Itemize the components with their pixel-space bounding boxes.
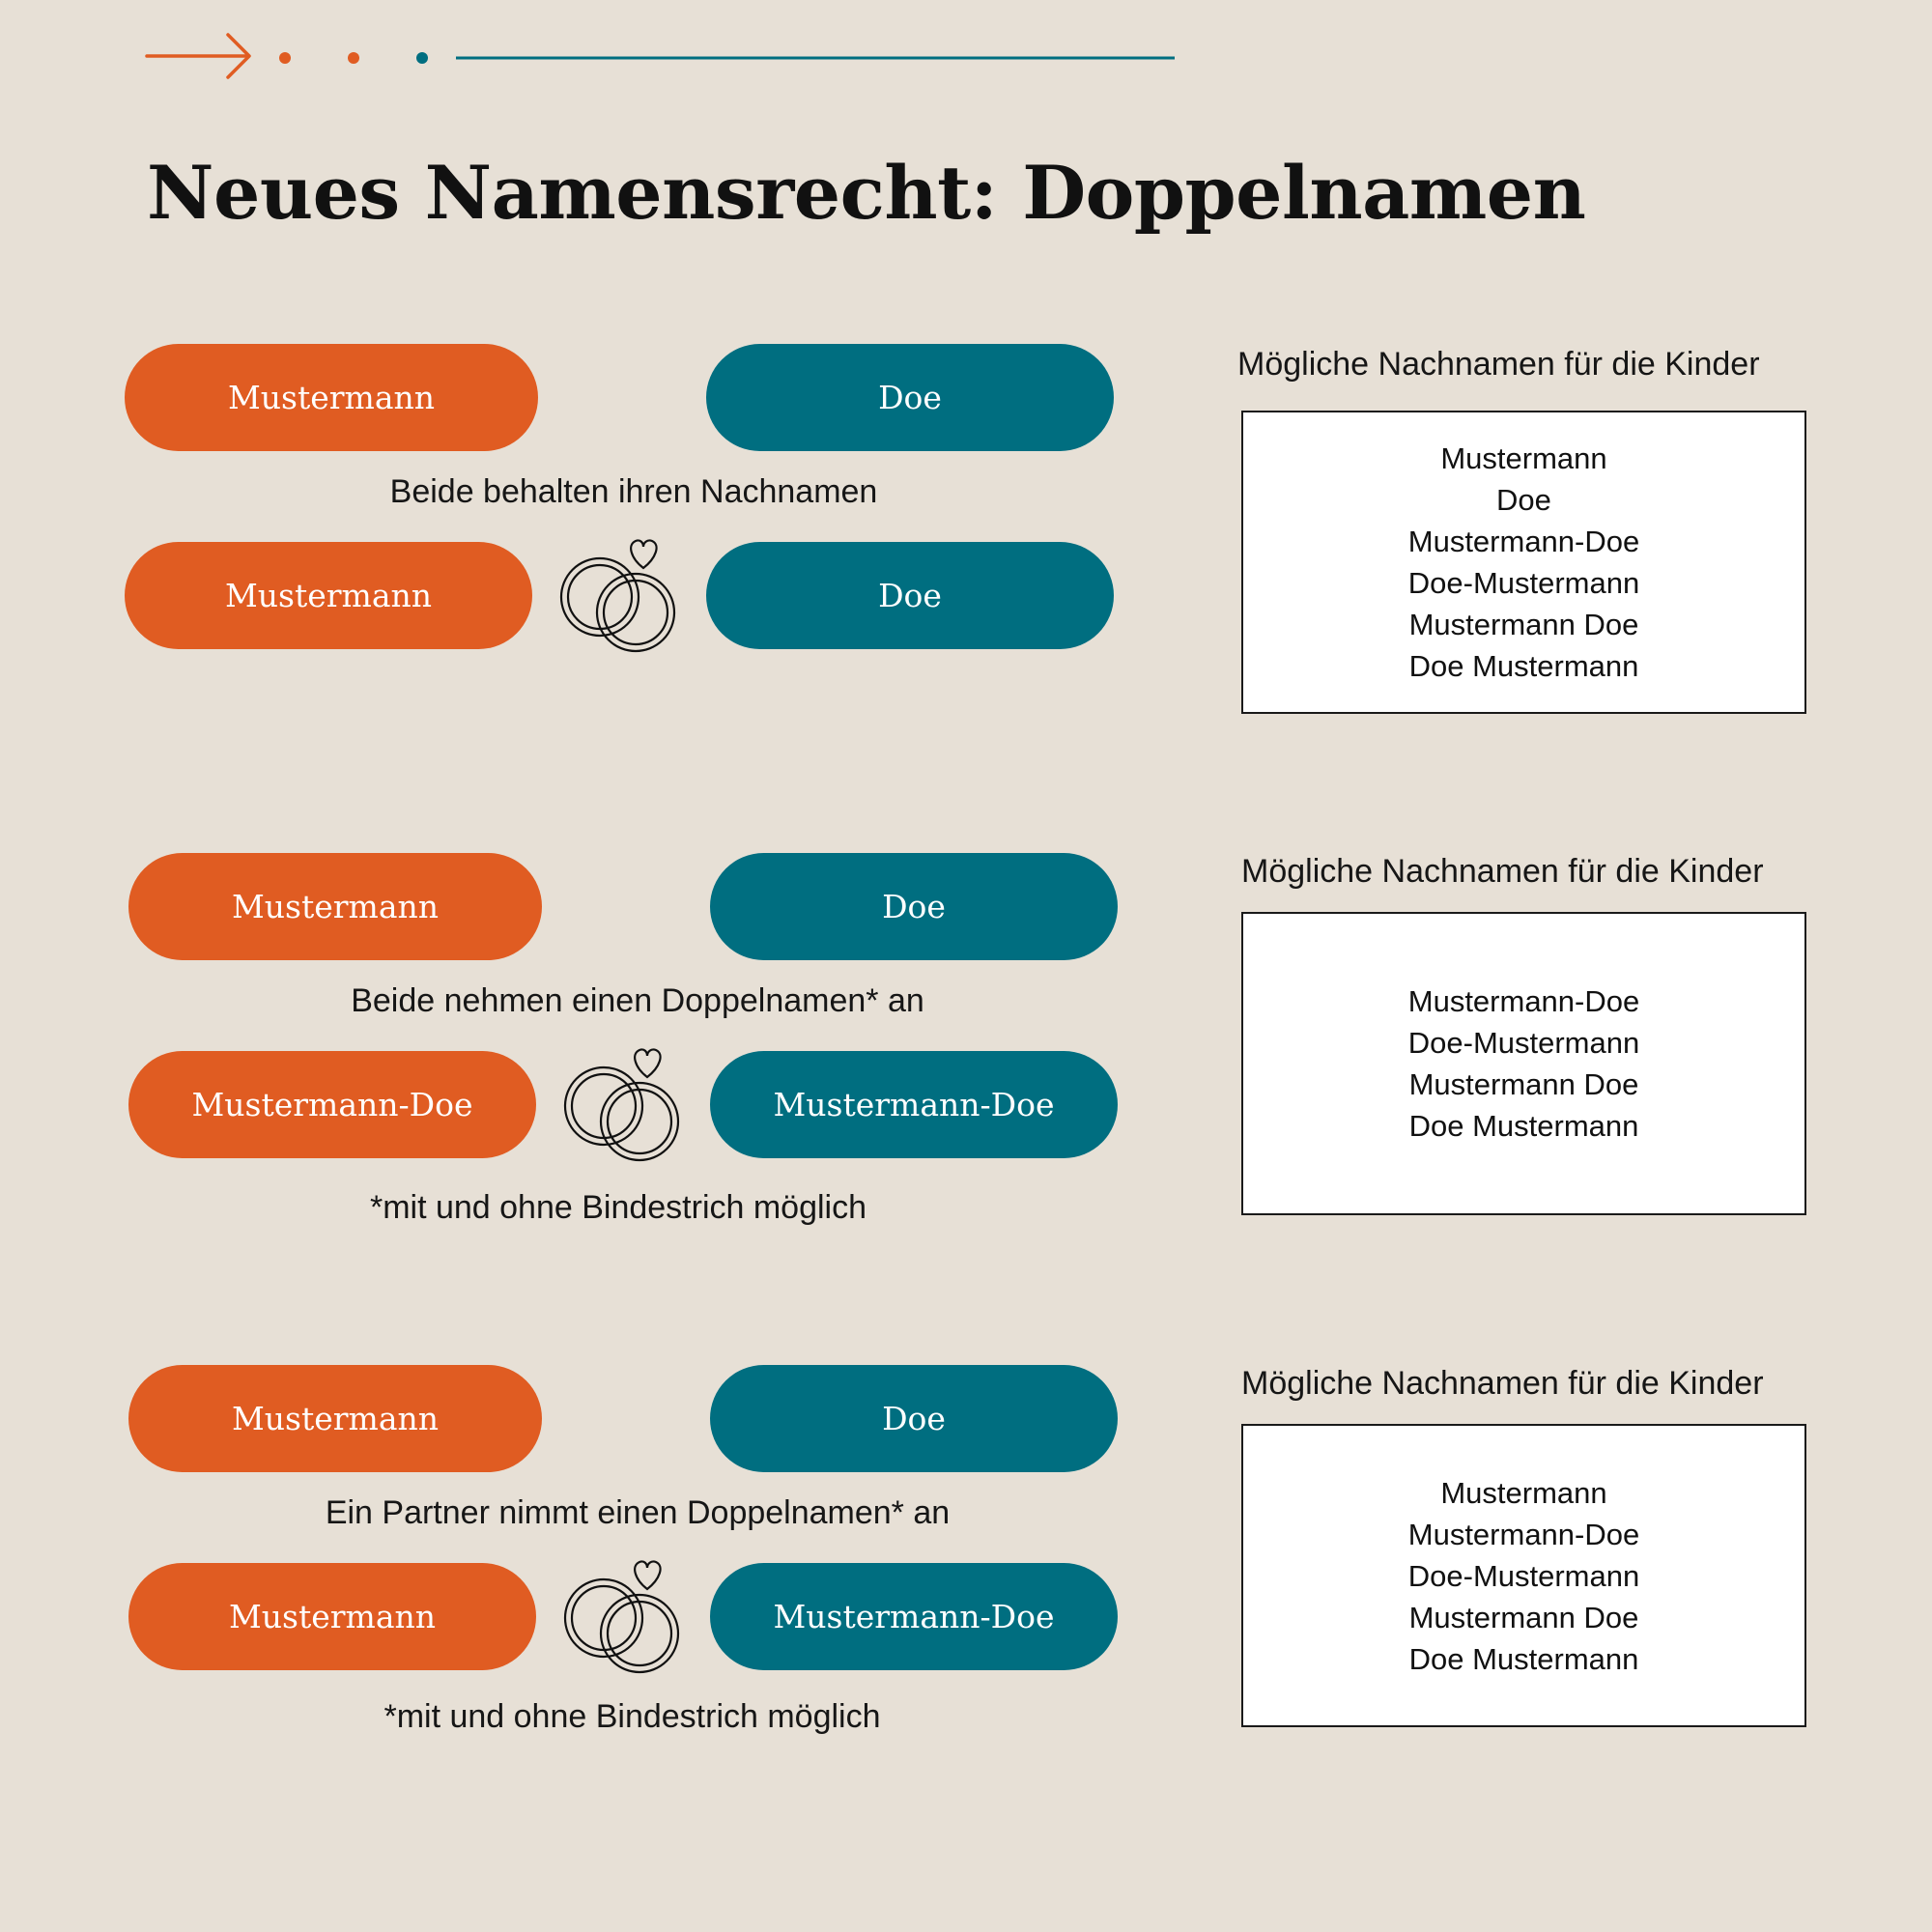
- kids-name-item: Mustermann-Doe: [1407, 1517, 1640, 1551]
- name-pill-left-before: Mustermann: [128, 1365, 542, 1472]
- kids-name-item: Doe Mustermann: [1408, 649, 1639, 683]
- kids-name-item: Mustermann-Doe: [1407, 525, 1640, 558]
- kids-name-item: Mustermann Doe: [1408, 1067, 1639, 1101]
- kids-name-item: Mustermann: [1440, 441, 1607, 475]
- name-pill-left-after: Mustermann-Doe: [128, 1051, 536, 1158]
- dot-orange-2: [348, 52, 359, 64]
- dot-orange-1: [279, 52, 291, 64]
- dot-teal: [416, 52, 428, 64]
- kids-name-item: Mustermann-Doe: [1407, 984, 1640, 1018]
- name-pill-right-after: Mustermann-Doe: [710, 1051, 1118, 1158]
- kids-names-title: Mögliche Nachnamen für die Kinder: [1237, 346, 1760, 383]
- kids-names-box: [1241, 912, 1806, 1215]
- kids-names-title: Mögliche Nachnamen für die Kinder: [1241, 853, 1764, 890]
- name-pill-right-before: Doe: [710, 1365, 1118, 1472]
- kids-name-item: Doe-Mustermann: [1407, 1558, 1640, 1593]
- kids-name-item: Mustermann: [1440, 1475, 1607, 1510]
- name-pill-right-after: Mustermann-Doe: [710, 1563, 1118, 1670]
- kids-name-item: Doe: [1496, 483, 1551, 517]
- page-title: Neues Namensrecht: Doppelnamen: [147, 150, 1586, 236]
- name-pill-left-after: Mustermann: [128, 1563, 536, 1670]
- kids-names-title: Mögliche Nachnamen für die Kinder: [1241, 1365, 1764, 1402]
- name-pill-right-after: Doe: [706, 542, 1114, 649]
- kids-name-item: Doe Mustermann: [1408, 1641, 1639, 1676]
- kids-name-item: Doe-Mustermann: [1407, 566, 1640, 600]
- name-pill-right-before: Doe: [710, 853, 1118, 960]
- name-pill-right-before: Doe: [706, 344, 1114, 451]
- hyphen-note: *mit und ohne Bindestrich möglich: [384, 1698, 881, 1735]
- hyphen-note: *mit und ohne Bindestrich möglich: [369, 1189, 867, 1226]
- wedding-rings-heart-icon: [554, 531, 679, 657]
- wedding-rings-heart-icon: [557, 1552, 683, 1678]
- kids-names-box: [1241, 1424, 1806, 1727]
- section-caption: Ein Partner nimmt einen Doppelnamen* an: [325, 1494, 951, 1531]
- kids-name-item: Doe-Mustermann: [1407, 1026, 1640, 1060]
- section-caption: Beide behalten ihren Nachnamen: [389, 473, 878, 510]
- name-pill-left-before: Mustermann: [128, 853, 542, 960]
- section-caption: Beide nehmen einen Doppelnamen* an: [351, 982, 924, 1019]
- kids-name-item: Doe Mustermann: [1408, 1109, 1639, 1143]
- kids-name-item: Mustermann Doe: [1408, 608, 1639, 641]
- name-pill-left-after: Mustermann: [125, 542, 532, 649]
- kids-name-item: Mustermann Doe: [1408, 1600, 1639, 1634]
- arrow-right-icon: [147, 35, 249, 77]
- kids-names-box: [1241, 411, 1806, 714]
- header-decoration: [145, 29, 1188, 87]
- wedding-rings-heart-icon: [557, 1040, 683, 1166]
- name-pill-left-before: Mustermann: [125, 344, 538, 451]
